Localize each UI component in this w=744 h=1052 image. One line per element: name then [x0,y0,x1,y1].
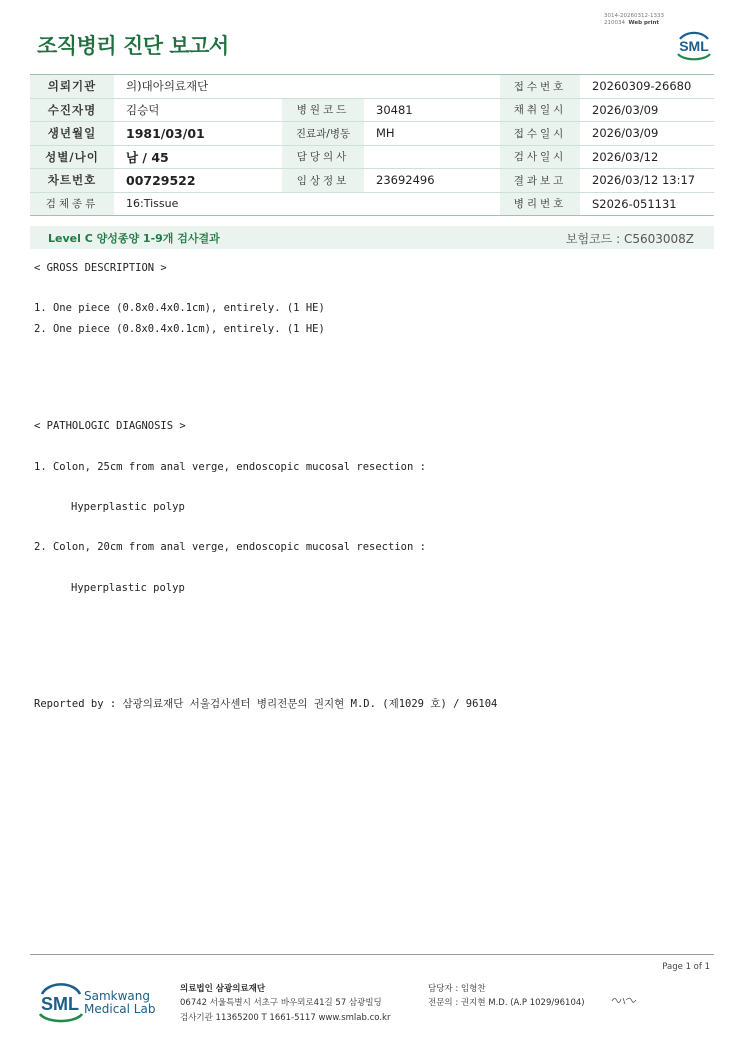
footer-lab-info: 검사기관 11365200 T 1661-5117 www.smlab.co.kr [180,1013,391,1023]
value-receipt-no: 20260309-26680 [580,75,714,99]
sml-footer-logo-icon [36,980,86,1026]
footer-organization: 의료법인 삼광의료재단 [180,984,266,994]
info-row [30,145,714,169]
label-hospital-code: 병원코드 [282,98,364,122]
gross-item-1: 1. One piece (0.8x0.4x0.1cm), entirely. (1 HE) [34,302,325,314]
print-id-tag: Web print [628,20,660,26]
label-receipt-date: 접수일시 [500,122,580,146]
info-row [30,169,714,193]
value-clinical-info: 23692496 [364,169,500,193]
value-chart-no: 00729522 [114,169,282,193]
level-bar [30,226,714,249]
diagnosis-item-1: 1. Colon, 25cm from anal verge, endoscopic mucosal resection : [34,461,426,473]
info-row [30,122,714,146]
patient-info-table [30,74,714,216]
value-pathology-no: S2026-051131 [580,192,714,216]
label-chart-no: 차트번호 [30,169,114,193]
value-doctor [364,145,500,169]
value-patient-name: 김승덕 [114,98,282,122]
label-specimen-type: 검체종류 [30,192,114,216]
signature-icon [610,993,638,1007]
diagnosis-result-2: Hyperplastic polyp [71,582,185,594]
value-requester: 의)대아의료재단 [114,75,500,99]
gross-item-2: 2. One piece (0.8x0.4x0.1cm), entirely. (1 HE) [34,323,325,335]
footer-divider [30,954,714,955]
label-receipt-no: 접수번호 [500,75,580,99]
value-receipt-date: 2026/03/09 [580,122,714,146]
page-title: 조직병리 진단 보고서 [37,34,229,58]
reported-by: Reported by : 삼광의료재단 서울검사센터 병리전문의 권지현 M.D. (제1029 호) / 96104 [34,698,498,710]
diagnosis-item-2: 2. Colon, 20cm from anal verge, endoscopic mucosal resection : [34,541,426,553]
info-row [30,75,714,99]
label-sex-age: 성별/나이 [30,145,114,169]
info-row [30,192,714,216]
diagnosis-result-1: Hyperplastic polyp [71,501,185,513]
label-collection-date: 채취일시 [500,98,580,122]
value-specimen-type: 16:Tissue [114,192,500,216]
footer-logo-text: SML [41,994,79,1014]
label-result-report: 결과보고 [500,169,580,193]
value-test-date: 2026/03/12 [580,145,714,169]
label-doctor: 담당의사 [282,145,364,169]
insurance-code: 보험코드 : C5603008Z [565,232,694,246]
value-hospital-code: 30481 [364,98,500,122]
print-id [604,13,664,27]
page-number: Page 1 of 1 [662,962,710,972]
info-row [30,98,714,122]
brand-line1: Samkwang [84,989,150,1003]
label-requester: 의뢰기관 [30,75,114,99]
gross-description-header: < GROSS DESCRIPTION > [34,262,167,274]
value-department: MH [364,122,500,146]
value-result-report: 2026/03/12 13:17 [580,169,714,193]
footer-address: 06742 서울특별시 서초구 바우뫼로41길 57 삼광빌딩 [180,998,382,1008]
label-birth-date: 생년월일 [30,122,114,146]
label-patient-name: 수진자명 [30,98,114,122]
logo-text: SML [679,38,709,54]
label-clinical-info: 임상정보 [282,169,364,193]
label-pathology-no: 병리번호 [500,192,580,216]
label-test-date: 검사일시 [500,145,580,169]
sml-logo-icon [674,27,714,63]
footer-staff: 담당자 : 임형찬 [428,984,486,994]
value-birth-date: 1981/03/01 [114,122,282,146]
print-id-line1: 3014-20260312-1333 [604,13,664,19]
label-department: 진료과/병동 [282,122,364,146]
brand-line2: Medical Lab [84,1002,156,1016]
footer-doctor: 전문의 : 권지현 M.D. (A.P 1029/96104) [428,998,585,1008]
brand-name [84,990,155,1016]
print-id-number: 210034 [604,20,625,26]
level-label: Level C 양성종양 1-9개 검사결과 [48,232,220,245]
value-sex-age: 남 / 45 [114,145,282,169]
value-collection-date: 2026/03/09 [580,98,714,122]
pathologic-diagnosis-header: < PATHOLOGIC DIAGNOSIS > [34,420,186,432]
